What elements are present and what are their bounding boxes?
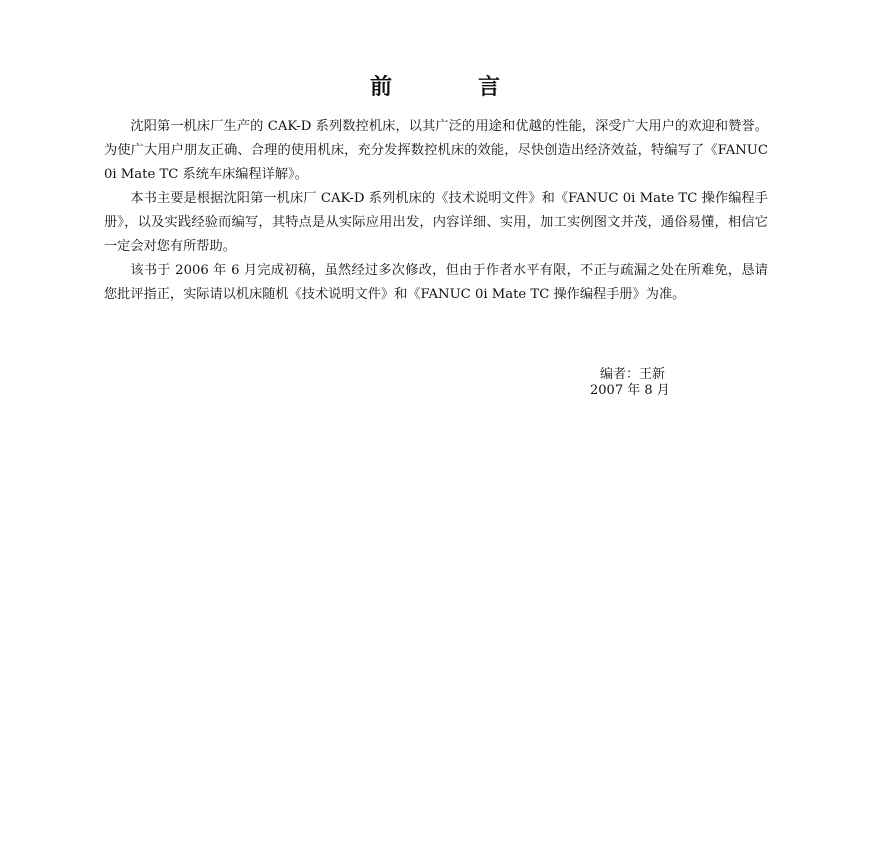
signature-date: 2007 年 8 月 bbox=[590, 383, 670, 398]
preface-paragraph-2: 本书主要是根据沈阳第一机床厂 CAK-D 系列机床的《技术说明文件》和《FANUC 0i Mate TC 操作编程手册》，以及实践经验而编写，其特点是从实际应用出发，内容详细、实用，加工实例图文并茂，通俗易懂，相信它一定会对您有所帮助。 bbox=[104, 191, 768, 254]
signature-author: 编者：王新 bbox=[600, 367, 666, 382]
signature-block bbox=[590, 367, 670, 399]
page-title: 前 言 bbox=[369, 74, 532, 100]
preface-paragraph-3: 该书于 2006 年 6 月完成初稿，虽然经过多次修改，但由于作者水平有限，不正与疏漏之处在所难免，恳请您批评指正，实际请以机床随机《技术说明文件》和《FANUC 0i Mate TC 操作编程手册》为准。 bbox=[104, 263, 768, 302]
preface-paragraph-1: 沈阳第一机床厂生产的 CAK-D 系列数控机床，以其广泛的用途和优越的性能，深受广大用户的欢迎和赞誉。为使广大用户朋友正确、合理的使用机床，充分发挥数控机床的效能，尽快创造出经济效益，特编写了《FANUC 0i Mate TC 系统车床编程详解》。 bbox=[104, 119, 768, 182]
preface-body bbox=[104, 115, 768, 307]
